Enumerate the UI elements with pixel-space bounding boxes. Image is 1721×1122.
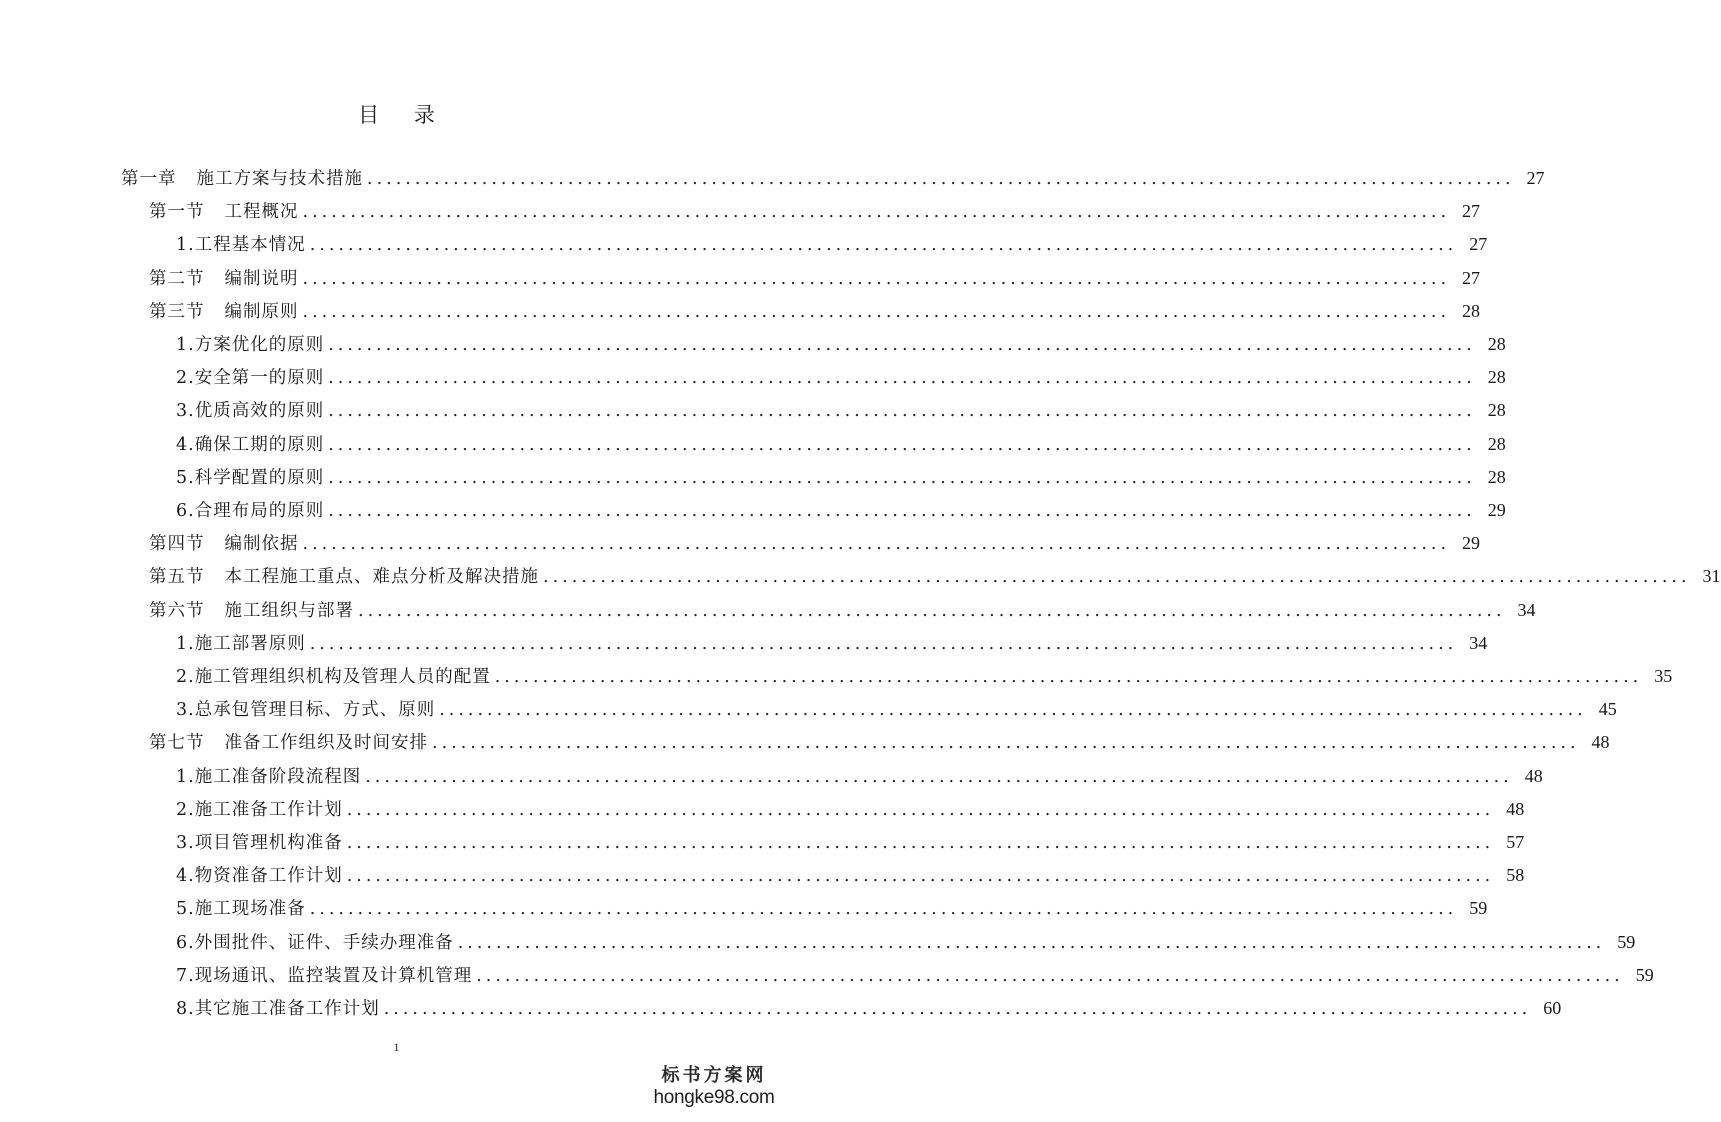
toc-entry[interactable] — [176, 627, 1488, 660]
toc-entry-label — [149, 727, 428, 760]
toc-entry-page: 45 — [1598, 699, 1617, 720]
toc-dot-leader: ........................................................................................................................ — [328, 335, 1476, 355]
toc-dot-leader: ........................................................................................................................ — [309, 633, 1458, 654]
toc-entry[interactable] — [121, 162, 1545, 195]
toc-entry-title: 6.合理布局的原则 — [176, 501, 325, 521]
toc-entry-label — [176, 794, 343, 827]
watermark-logo — [649, 1064, 779, 1110]
toc-entry[interactable] — [149, 262, 1481, 295]
page-number: 1 — [393, 1040, 400, 1054]
toc-entry[interactable] — [176, 760, 1543, 793]
toc-dot-leader: ........................................................................................................................ — [302, 534, 1451, 555]
toc-entry-title: 1.方案优化的原则 — [176, 335, 325, 355]
toc-entry[interactable] — [176, 660, 1673, 693]
toc-dot-leader: ........................................................................................................................ — [328, 401, 1476, 422]
toc-entry[interactable] — [176, 494, 1506, 527]
toc-dot-leader: ........................................................................................................................ — [328, 501, 1476, 521]
toc-entry-title: 1.施工部署原则 — [176, 633, 306, 654]
toc-dot-leader: ........................................................................................................................ — [328, 434, 1476, 455]
toc-entry[interactable] — [149, 527, 1481, 560]
toc-entry-title: 2.施工管理组织机构及管理人员的配置 — [176, 667, 491, 687]
toc-entry-page: 29 — [1462, 533, 1481, 554]
toc-entry-number: 第四节 — [149, 534, 205, 555]
toc-entry-page: 48 — [1524, 765, 1543, 786]
toc-entry[interactable] — [176, 428, 1506, 461]
toc-entry-label — [176, 960, 472, 993]
toc-entry-label — [176, 462, 324, 495]
toc-entry-page: 27 — [1526, 168, 1545, 188]
toc-entry-label — [176, 329, 324, 362]
watermark-en: hongke98.com — [653, 1087, 775, 1108]
toc-entry-page: 28 — [1487, 400, 1506, 421]
toc-entry-title: 施工组织与部署 — [224, 600, 354, 621]
toc-entry-page: 58 — [1506, 865, 1525, 886]
toc-entry[interactable] — [176, 892, 1488, 925]
toc-entry-page: 34 — [1517, 599, 1536, 620]
toc-entry-label — [176, 362, 324, 395]
toc-entry[interactable] — [149, 195, 1481, 228]
toc-entry-label — [176, 827, 343, 860]
toc-entry-page: 27 — [1462, 201, 1481, 222]
toc-entry-title: 编制依据 — [224, 534, 299, 555]
toc-entry-label — [149, 528, 299, 561]
toc-entry-label — [176, 860, 343, 893]
title-char: 目 — [358, 103, 380, 127]
toc-entry-title: 5.科学配置的原则 — [176, 467, 325, 488]
toc-entry-label — [176, 395, 324, 428]
toc-dot-leader: ........................................................................................................................ — [346, 799, 1495, 820]
toc-entry[interactable] — [176, 859, 1525, 892]
toc-entry-page: 48 — [1506, 798, 1525, 819]
toc-entry[interactable] — [176, 793, 1525, 826]
toc-dot-leader: ........................................................................................................................ — [309, 235, 1458, 256]
toc-entry-number: 第一章 — [121, 169, 177, 189]
title-char: 录 — [413, 103, 435, 127]
toc-entry-title: 准备工作组织及时间安排 — [224, 733, 428, 754]
toc-entry-label — [149, 561, 539, 594]
toc-entry[interactable] — [176, 328, 1506, 361]
toc-entry-title: 3.优质高效的原则 — [176, 401, 325, 422]
toc-dot-leader: ........................................................................................................................ — [346, 833, 1495, 853]
toc-dot-leader: ........................................................................................................................ — [309, 899, 1458, 920]
toc-dot-leader: ........................................................................................................................ — [328, 368, 1476, 389]
toc-entry[interactable] — [176, 959, 1654, 992]
toc-dot-leader: ........................................................................................................................ — [457, 932, 1606, 953]
toc-entry[interactable] — [176, 992, 1562, 1025]
toc-entry-page: 29 — [1487, 500, 1506, 520]
toc-entry[interactable] — [149, 726, 1610, 759]
toc-entry-page: 60 — [1543, 998, 1562, 1018]
toc-dot-leader: ........................................................................................................................ — [365, 766, 1513, 787]
toc-entry-label — [176, 694, 435, 727]
toc-entry-title: 编制说明 — [224, 268, 299, 289]
toc-entry-page: 27 — [1462, 267, 1481, 288]
toc-entry-number: 第三节 — [149, 301, 205, 322]
toc-dot-leader: ........................................................................................................................ — [367, 169, 1515, 189]
toc-dot-leader: ........................................................................................................................ — [432, 733, 1580, 754]
toc-entry-title: 1.工程基本情况 — [176, 235, 306, 256]
toc-entry-page: 34 — [1469, 632, 1488, 653]
toc-entry-page: 59 — [1635, 964, 1654, 985]
toc-entry[interactable] — [176, 228, 1488, 261]
toc-entry-page: 28 — [1487, 367, 1506, 388]
toc-entry-title: 工程概况 — [224, 202, 299, 223]
toc-dot-leader: ........................................................................................................................ — [494, 667, 1643, 687]
toc-entry-label — [176, 429, 324, 462]
toc-entry-label — [176, 661, 491, 694]
toc-entry-title: 4.物资准备工作计划 — [176, 866, 343, 887]
toc-dot-leader: ........................................................................................................................ — [358, 600, 1506, 621]
toc-entry-title: 7.现场通讯、监控装置及计算机管理 — [176, 965, 473, 986]
toc-entry-page: 28 — [1487, 433, 1506, 454]
toc-entry-page: 57 — [1506, 832, 1525, 852]
toc-entry-title: 施工方案与技术措施 — [196, 169, 363, 189]
toc-entry-label — [121, 163, 363, 196]
page-title — [0, 100, 793, 130]
toc-entry-title: 3.总承包管理目标、方式、原则 — [176, 700, 436, 721]
toc-entry-label — [176, 628, 306, 661]
toc-entry-label — [149, 296, 299, 329]
toc-entry[interactable] — [176, 394, 1506, 427]
toc-entry-label — [149, 263, 299, 296]
toc-entry-label — [176, 993, 380, 1026]
toc-entry-title: 编制原则 — [224, 301, 299, 322]
toc-entry-label — [149, 196, 299, 229]
toc-dot-leader: ........................................................................................................................ — [439, 700, 1587, 721]
toc-dot-leader: ........................................................................................................................ — [328, 467, 1476, 488]
toc-dot-leader: ........................................................................................................................ — [302, 301, 1451, 322]
toc-entry-title: 本工程施工重点、难点分析及解决措施 — [224, 567, 539, 588]
toc-entry-title: 2.安全第一的原则 — [176, 368, 325, 389]
toc-entry-label — [176, 893, 306, 926]
toc-entry-number: 第二节 — [149, 268, 205, 289]
toc-entry[interactable] — [176, 693, 1617, 726]
toc-dot-leader: ........................................................................................................................ — [383, 999, 1532, 1019]
toc-entry-page: 27 — [1469, 234, 1488, 255]
toc-entry[interactable] — [149, 560, 1721, 593]
toc-entry-number: 第一节 — [149, 202, 205, 223]
toc-entry-title: 5.施工现场准备 — [176, 899, 306, 920]
toc-dot-leader: ........................................................................................................................ — [302, 268, 1451, 289]
toc-entry-label — [176, 927, 454, 960]
toc-dot-leader: ........................................................................................................................ — [476, 965, 1624, 986]
toc-dot-leader: ........................................................................................................................ — [302, 202, 1451, 223]
toc-entry-label — [149, 595, 354, 628]
toc-entry-title: 1.施工准备阶段流程图 — [176, 766, 362, 787]
toc-entry-title: 2.施工准备工作计划 — [176, 799, 343, 820]
toc-entry-label — [176, 761, 361, 794]
toc-entry-page: 48 — [1591, 732, 1610, 753]
toc-entry-title: 6.外围批件、证件、手续办理准备 — [176, 932, 454, 953]
toc-entry-label — [176, 495, 324, 528]
toc-entry-page: 35 — [1654, 666, 1673, 686]
toc-dot-leader: ........................................................................................................................ — [543, 567, 1691, 588]
toc-entry-title: 3.项目管理机构准备 — [176, 833, 343, 853]
toc-entry-title: 8.其它施工准备工作计划 — [176, 999, 380, 1019]
toc-entry[interactable] — [176, 826, 1525, 859]
toc-entry-number: 第六节 — [149, 600, 205, 621]
toc-entry-page: 31 — [1702, 566, 1721, 587]
toc-entry-page: 28 — [1487, 466, 1506, 487]
toc-entry[interactable] — [176, 461, 1506, 494]
toc-dot-leader: ........................................................................................................................ — [346, 866, 1495, 887]
toc-entry[interactable] — [149, 594, 1536, 627]
toc-entry-page: 59 — [1469, 898, 1488, 919]
toc-entry[interactable] — [176, 926, 1636, 959]
watermark-cn: 标书方案网 — [661, 1065, 767, 1085]
toc-entry-label — [176, 229, 306, 262]
toc-entry-title: 4.确保工期的原则 — [176, 434, 325, 455]
toc-entry-number: 第七节 — [149, 733, 205, 754]
toc-entry[interactable] — [176, 361, 1506, 394]
toc-entry-number: 第五节 — [149, 567, 205, 588]
toc-entry[interactable] — [149, 295, 1481, 328]
toc-entry-page: 28 — [1487, 334, 1506, 354]
toc-entry-page: 59 — [1617, 931, 1636, 952]
toc-entry-page: 28 — [1462, 300, 1481, 321]
